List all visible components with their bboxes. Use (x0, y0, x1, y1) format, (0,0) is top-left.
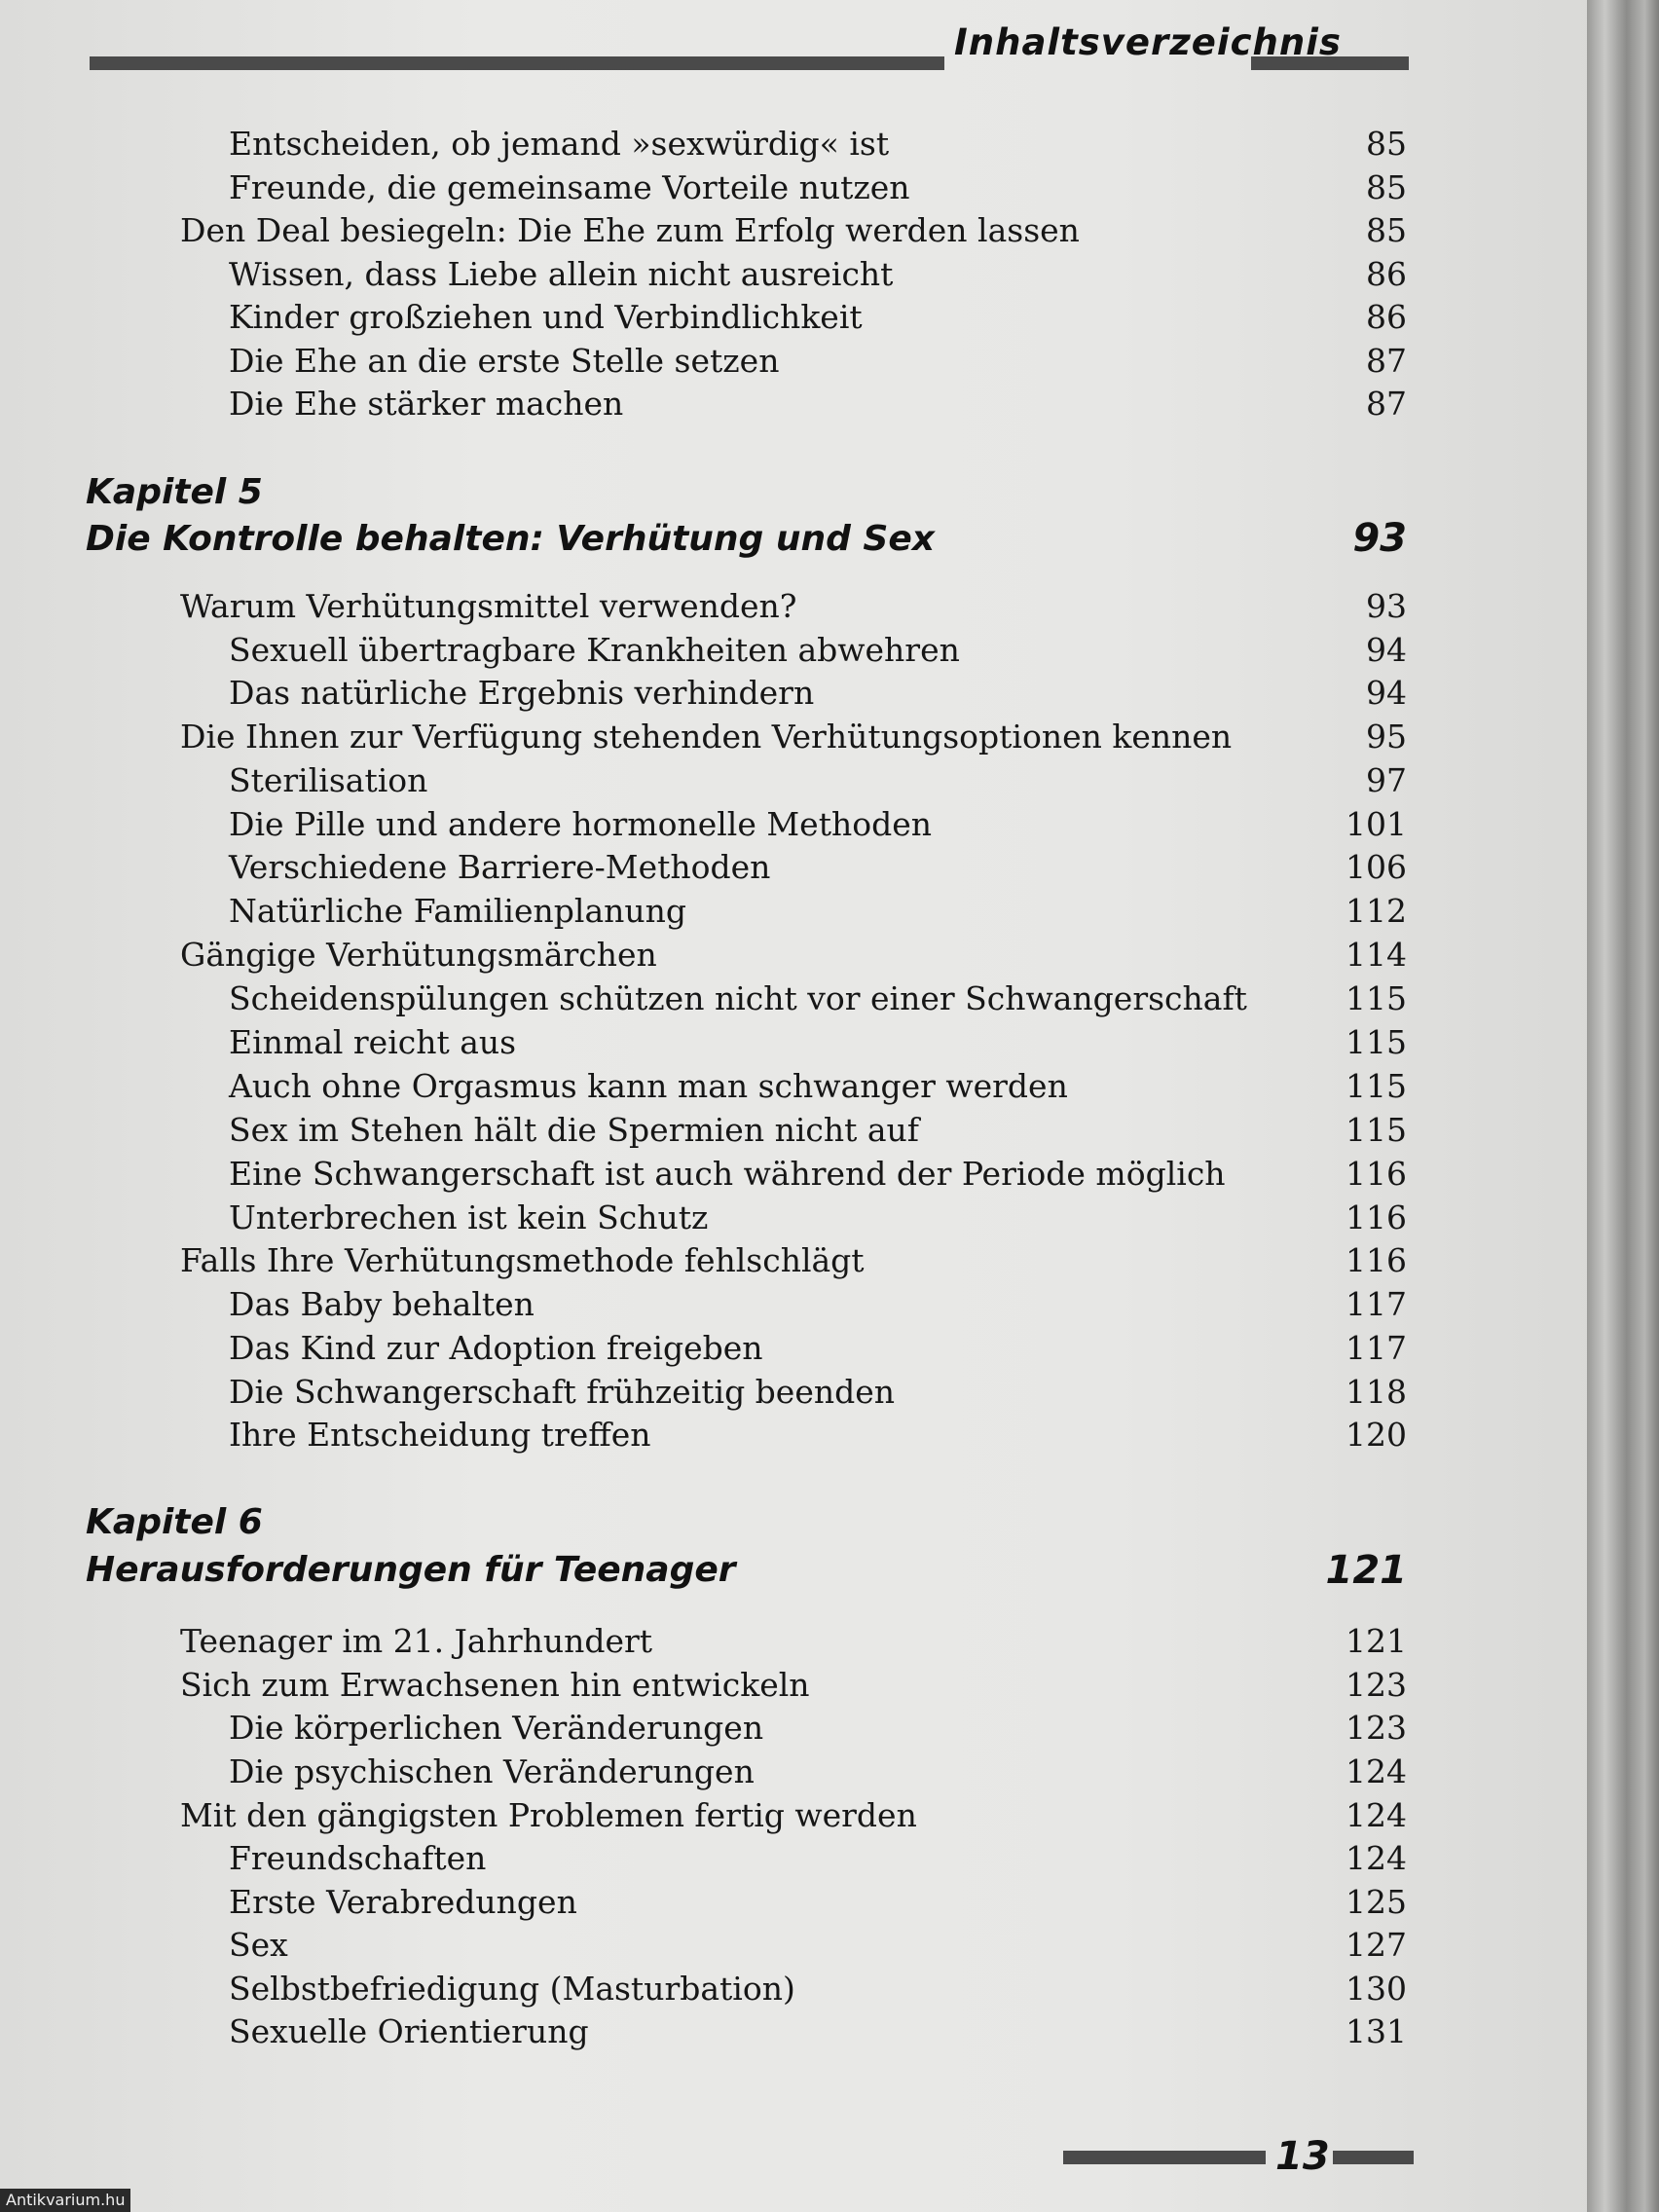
toc-entry-page: 116 (1346, 1155, 1407, 1193)
toc-entry-title: Kinder großziehen und Verbindlichkeit (229, 298, 863, 336)
toc-entry (0, 383, 1597, 425)
toc-entry (0, 1371, 1597, 1414)
toc-entry-page: 118 (1346, 1373, 1407, 1411)
toc-entry-title: Sterilisation (229, 761, 428, 799)
toc-entry-title: Ihre Entscheidung treffen (229, 1416, 651, 1454)
toc-entry-page: 114 (1346, 936, 1407, 974)
toc-entry (0, 209, 1597, 252)
header-rule-left (90, 56, 944, 70)
toc-entry-page: 93 (1366, 587, 1407, 625)
toc-entry-page: 112 (1346, 892, 1407, 930)
toc-entry-page: 123 (1346, 1666, 1407, 1704)
toc-entry-page: 94 (1366, 674, 1407, 712)
toc-entry-page: 87 (1366, 342, 1407, 380)
toc-entry-page: 115 (1346, 1067, 1407, 1105)
toc-entry-title: Einmal reicht aus (229, 1023, 517, 1061)
toc-entry (0, 934, 1597, 977)
toc-entry-page: 124 (1346, 1752, 1407, 1790)
toc-entry (0, 1197, 1597, 1239)
toc-entry (0, 1065, 1597, 1108)
page-footer (1063, 2134, 1414, 2183)
toc-entry-title: Natürliche Familienplanung (229, 892, 687, 930)
toc-entry (0, 803, 1597, 846)
toc-entry (0, 1414, 1597, 1456)
chapter-6-label: Kapitel 6 (86, 1502, 263, 1542)
toc-entry-title: Gängige Verhütungsmärchen (180, 936, 657, 974)
toc-entry-page: 116 (1346, 1198, 1407, 1236)
toc-entry-title: Die psychischen Veränderungen (229, 1752, 755, 1790)
toc-entry-page: 117 (1346, 1329, 1407, 1367)
toc-entry-title: Selbstbefriedigung (Masturbation) (229, 1970, 795, 2008)
toc-entry-page: 117 (1346, 1285, 1407, 1323)
toc-entry-title: Eine Schwangerschaft ist auch während der Periode möglich (229, 1155, 1226, 1193)
chapter-6-page: 121 (1325, 1548, 1407, 1593)
toc-entry (0, 1239, 1597, 1282)
page-number: 13 (1275, 2134, 1330, 2179)
toc-entry-page: 101 (1346, 805, 1407, 843)
toc-entry-title: Freunde, die gemeinsame Vorteile nutzen (229, 168, 910, 206)
toc-entry (0, 1153, 1597, 1196)
page-edge (1587, 0, 1659, 2212)
toc-entry-title: Das Kind zur Adoption freigeben (229, 1329, 763, 1367)
toc-entry (0, 1968, 1597, 2010)
toc-entry-title: Die körperlichen Veränderungen (229, 1709, 764, 1747)
toc-entry-title: Die Pille und andere hormonelle Methoden (229, 805, 932, 843)
toc-entry-title: Freundschaften (229, 1839, 487, 1877)
toc-entry-page: 121 (1346, 1622, 1407, 1660)
toc-entry (0, 1283, 1597, 1326)
toc-entry-page: 115 (1346, 1023, 1407, 1061)
toc-entry-page: 106 (1346, 848, 1407, 886)
toc-entry-title: Warum Verhütungsmittel verwenden? (180, 587, 797, 625)
toc-entry (0, 890, 1597, 933)
toc-entry-page: 94 (1366, 631, 1407, 669)
toc-entry (0, 1327, 1597, 1370)
toc-entry-page: 86 (1366, 255, 1407, 293)
toc-entry (0, 1620, 1597, 1663)
toc-entry-title: Die Schwangerschaft frühzeitig beenden (229, 1373, 896, 1411)
footer-rule-left (1063, 2151, 1266, 2164)
toc-entry-title: Scheidenspülungen schützen nicht vor einer Schwangerschaft (229, 979, 1247, 1017)
toc-entry-title: Den Deal besiegeln: Die Ehe zum Erfolg werden lassen (180, 211, 1080, 249)
footer-rule-right (1333, 2151, 1414, 2164)
watermark: Antikvarium.hu (0, 2189, 130, 2212)
header-title: Inhaltsverzeichnis (954, 21, 1342, 63)
toc-entry-title: Entscheiden, ob jemand »sexwürdig« ist (229, 125, 890, 163)
toc-entry (0, 1837, 1597, 1880)
toc-entry-title: Wissen, dass Liebe allein nicht ausreicht (229, 255, 894, 293)
chapter-5-title: Die Kontrolle behalten: Verhütung und Sex (86, 519, 935, 559)
toc-entry (0, 1794, 1597, 1837)
chapter-5-label: Kapitel 5 (86, 472, 263, 512)
toc-entry-title: Falls Ihre Verhütungsmethode fehlschlägt (180, 1241, 865, 1279)
toc-entry-title: Sex im Stehen hält die Spermien nicht auf (229, 1111, 920, 1149)
toc-entry-title: Sex (229, 1926, 288, 1964)
toc-entry-title: Sexuelle Orientierung (229, 2012, 589, 2050)
toc-entry (0, 1664, 1597, 1707)
toc-entry-page: 131 (1346, 2012, 1407, 2050)
toc-entry-title: Unterbrechen ist kein Schutz (229, 1198, 709, 1236)
toc-entry-title: Das natürliche Ergebnis verhindern (229, 674, 815, 712)
toc-entry-title: Erste Verabredungen (229, 1883, 577, 1921)
toc-entry (0, 2010, 1597, 2053)
toc-entry-title: Die Ehe an die erste Stelle setzen (229, 342, 780, 380)
toc-entry (0, 585, 1597, 628)
toc-entry-title: Verschiedene Barriere-Methoden (229, 848, 771, 886)
toc-entry-page: 124 (1346, 1839, 1407, 1877)
toc-entry (0, 759, 1597, 802)
toc-entry-title: Das Baby behalten (229, 1285, 535, 1323)
toc-entry (0, 253, 1597, 296)
toc-entry-page: 115 (1346, 1111, 1407, 1149)
toc-entry-page: 85 (1366, 168, 1407, 206)
toc-entry (0, 672, 1597, 715)
toc-entry-page: 86 (1366, 298, 1407, 336)
toc-entry-title: Mit den gängigsten Problemen fertig werden (180, 1796, 917, 1834)
toc-entry-page: 125 (1346, 1883, 1407, 1921)
toc-entry-title: Teenager im 21. Jahrhundert (180, 1622, 653, 1660)
toc-entry (0, 1109, 1597, 1152)
toc-entry (0, 1924, 1597, 1967)
toc-entry-title: Die Ehe stärker machen (229, 385, 624, 423)
toc-entry (0, 629, 1597, 672)
toc-entry-page: 85 (1366, 125, 1407, 163)
toc-entry-title: Sich zum Erwachsenen hin entwickeln (180, 1666, 810, 1704)
toc-entry-page: 130 (1346, 1970, 1407, 2008)
toc-entry-page: 124 (1346, 1796, 1407, 1834)
toc-entry-title: Die Ihnen zur Verfügung stehenden Verhütungsoptionen kennen (180, 718, 1233, 756)
toc-entry-page: 85 (1366, 211, 1407, 249)
chapter-6-title: Herausforderungen für Teenager (86, 1550, 736, 1590)
toc-entry-page: 120 (1346, 1416, 1407, 1454)
toc-entry (0, 1751, 1597, 1793)
toc-entry-page: 87 (1366, 385, 1407, 423)
toc-entry-page: 95 (1366, 718, 1407, 756)
toc-entry (0, 1881, 1597, 1924)
toc-entry-page: 115 (1346, 979, 1407, 1017)
toc-entry (0, 296, 1597, 339)
toc-entry (0, 1707, 1597, 1750)
toc-entry (0, 340, 1597, 383)
toc-entry (0, 716, 1597, 758)
toc-entry (0, 1021, 1597, 1064)
toc-entry (0, 166, 1597, 209)
chapter-5-page: 93 (1352, 516, 1407, 561)
toc-entry (0, 846, 1597, 889)
toc-entry-page: 123 (1346, 1709, 1407, 1747)
toc-entry-title: Auch ohne Orgasmus kann man schwanger werden (229, 1067, 1068, 1105)
toc-entry-page: 97 (1366, 761, 1407, 799)
toc-entry-page: 127 (1346, 1926, 1407, 1964)
toc-entry (0, 123, 1597, 166)
toc-entry (0, 977, 1597, 1020)
toc-entry-page: 116 (1346, 1241, 1407, 1279)
toc-entry-title: Sexuell übertragbare Krankheiten abwehren (229, 631, 960, 669)
